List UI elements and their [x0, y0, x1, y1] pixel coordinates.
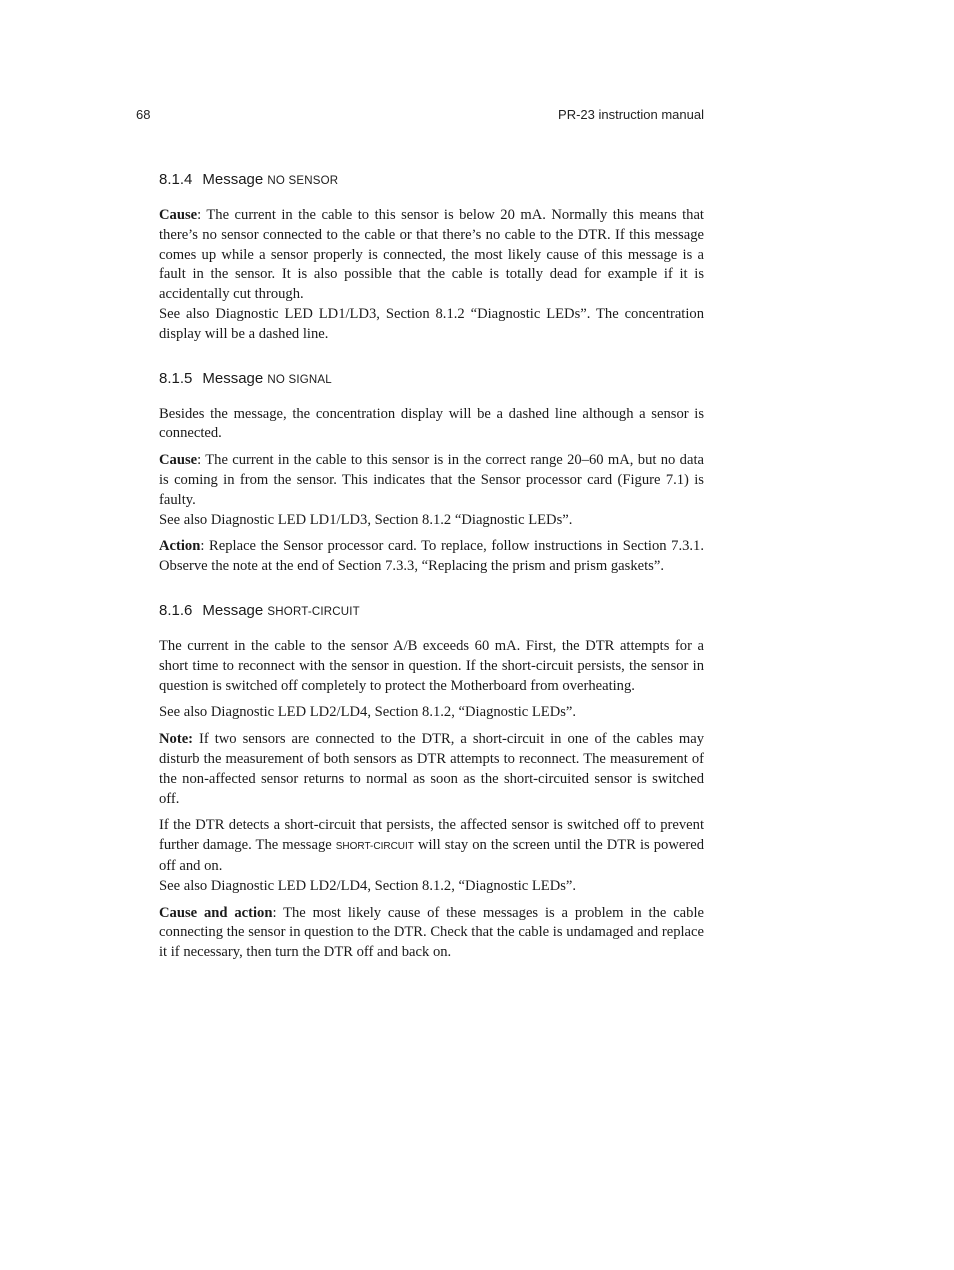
- section-heading: [159, 170, 704, 191]
- action-label: Action: [159, 538, 201, 555]
- cause-label: Cause: [159, 207, 198, 223]
- message-code: NO SENSOR: [267, 175, 339, 187]
- note-text: If two sensors are connected to the DTR, a short-circuit in one of the cables may disturb the measurement of both sensors as DTR attempts to reconnect. The measurement of the non-affected sensor returns to normal as soon as the short-circuited sensor is switched off.: [159, 731, 704, 807]
- section-number: 8.1.4: [159, 171, 193, 188]
- section-8-1-5: [159, 369, 704, 577]
- cause-action-paragraph: [159, 904, 704, 963]
- running-header: [136, 107, 704, 122]
- intro-paragraph: Besides the message, the concentration display will be a dashed line although a sensor is connected.: [159, 405, 704, 442]
- page-number: 68: [136, 107, 151, 122]
- body-paragraph: [159, 816, 704, 876]
- heading-word: Message: [202, 601, 264, 619]
- heading-word: Message: [202, 171, 264, 188]
- cause-label: Cause: [159, 452, 198, 469]
- body-paragraph: The current in the cable to the sensor A/B exceeds 60 mA. First, the DTR attempts for a short time to reconnect with the sensor in question. If the short-circuit persists, the sensor in question is switched off completely to protect the Motherboard from overheating.: [159, 637, 704, 694]
- cause-text: : The current in the cable to this sensor is in the correct range 20–60 mA, but no data is coming in from the sensor. This indicates that the Sensor processor card (Figure 7.1) is faulty.: [159, 452, 704, 508]
- section-number: 8.1.5: [159, 369, 193, 387]
- see-also-paragraph: See also Diagnostic LED LD2/LD4, Section 8.1.2, “Diagnostic LEDs”.: [159, 704, 577, 721]
- section-8-1-6: [159, 601, 704, 963]
- cause-paragraph: [159, 206, 704, 305]
- section-8-1-4: [159, 170, 704, 345]
- section-number: 8.1.6: [159, 601, 193, 619]
- see-also-paragraph: See also Diagnostic LED LD2/LD4, Section 8.1.2, “Diagnostic LEDs”.: [159, 877, 577, 894]
- message-code-inline: SHORT-CIRCUIT: [335, 841, 414, 853]
- page-content: [159, 170, 704, 987]
- action-text: : Replace the Sensor processor card. To replace, follow instructions in Section 7.3.1. Observe the note at the end of Section 7.3.3, “Replacing the prism and prism gaskets”.: [159, 538, 704, 575]
- action-paragraph: [159, 537, 704, 577]
- cause-text: : The current in the cable to this sensor is below 20 mA. Normally this means that there’s no sensor connected to the cable or that there’s no cable to the DTR. If this message comes up while a sensor properly is connected, the most likely cause of this message is a fault in the sensor. It is also possible that the cable is totally dead for example if it is accidentally cut through.: [159, 207, 704, 303]
- text-segment: will stay on the screen until the DTR is powered off and on.: [159, 837, 704, 874]
- see-also-paragraph: See also Diagnostic LED LD1/LD3, Section 8.1.2 “Diagnostic LEDs”.: [159, 511, 573, 528]
- cause-action-label: Cause and action: [159, 904, 273, 921]
- section-heading: [159, 601, 704, 622]
- manual-title: PR-23 instruction manual: [558, 107, 704, 122]
- cause-action-text: : The most likely cause of these messages is a problem in the cable connecting the sensor in question to the DTR. Check that the cable is undamaged and replace it if necessary, then turn the DTR off and back on.: [159, 904, 704, 961]
- see-also-paragraph: See also Diagnostic LED LD1/LD3, Section 8.1.2 “Diagnostic LEDs”. The concentration display will be a dashed line.: [159, 305, 704, 342]
- note-label: Note:: [159, 731, 194, 748]
- message-code: SHORT-CIRCUIT: [267, 605, 360, 618]
- heading-word: Message: [202, 369, 264, 387]
- section-heading: [159, 369, 704, 390]
- text-segment: If the DTR detects a short-circuit that persists, the affected sensor is switched off to prevent further damage. The message: [159, 817, 704, 854]
- note-paragraph: [159, 730, 704, 809]
- cause-paragraph: [159, 451, 704, 510]
- message-code: NO SIGNAL: [267, 373, 332, 386]
